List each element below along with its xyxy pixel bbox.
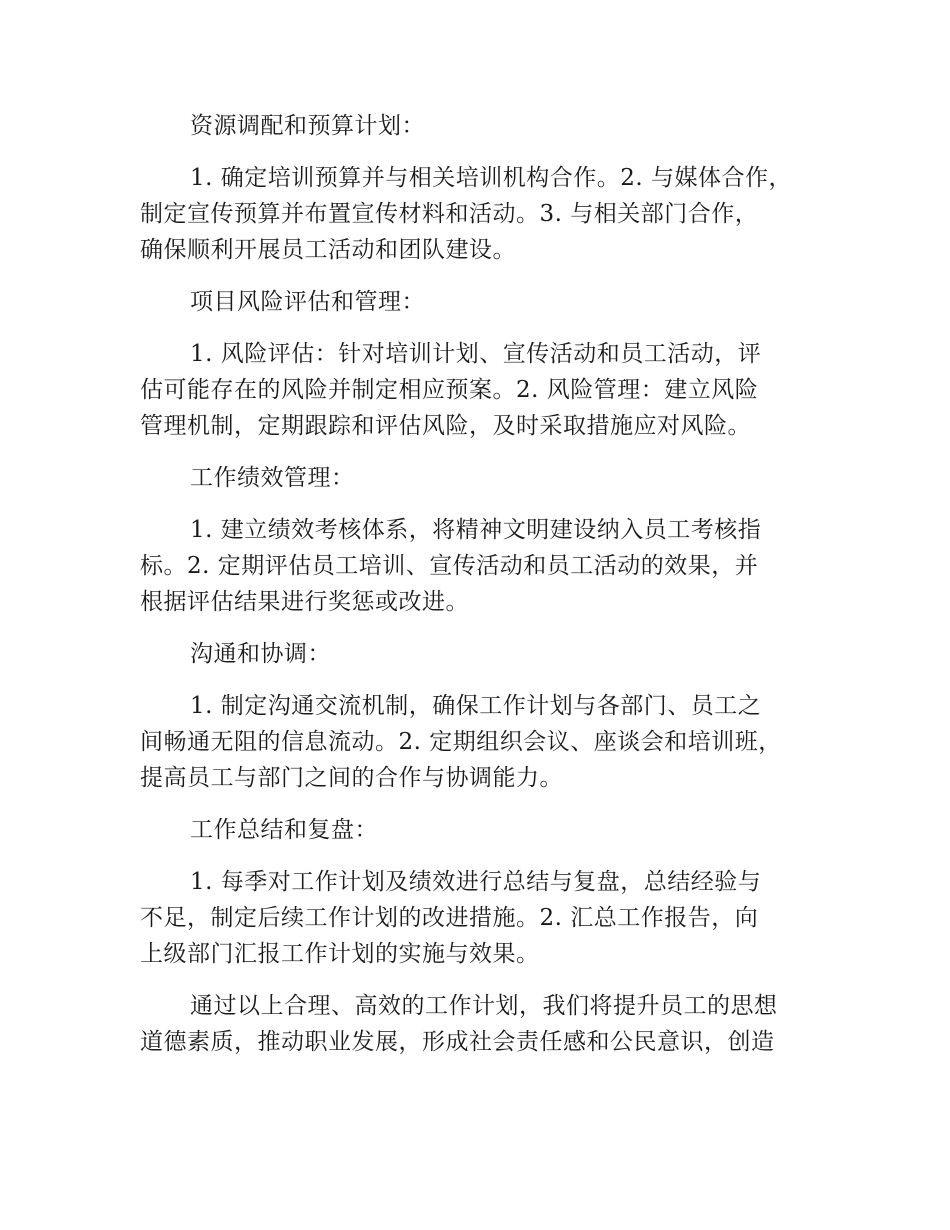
section-heading-resources: 资源调配和预算计划： — [190, 113, 425, 139]
section-heading-communication: 沟通和协调： — [190, 641, 331, 667]
section-body-summary: 1. 每季对工作计划及绩效进行总结与复盘，总结经验与 不足，制定后续工作计划的改进措施。2. 汇总工作报告，向 上级部门汇报工作计划的实施与效果。 — [140, 869, 762, 967]
section-body-risk: 1. 风险评估：针对培训计划、宣传活动和员工活动，评 估可能存在的风险并制定相应预案。2. 风险管理：建立风险 管理机制，定期跟踪和评估风险，及时采取措施应对风险。 — [140, 341, 762, 439]
section-heading-performance: 工作绩效管理： — [190, 465, 355, 491]
section-body-communication: 1. 制定沟通交流机制，确保工作计划与各部门、员工之 间畅通无阻的信息流动。2. 定期组织会议、座谈会和培训班， 提高员工与部门之间的合作与协调能力。 — [140, 693, 782, 791]
closing-paragraph: 通过以上合理、高效的工作计划，我们将提升员工的思想 道德素质，推动职业发展，形成社会责任感和公民意识，创造 — [140, 993, 778, 1055]
document-body — [140, 108, 830, 1060]
section-body-resources: 1. 确定培训预算并与相关培训机构合作。2. 与媒体合作， 制定宣传预算并布置宣传材料和活动。3. 与相关部门合作， 确保顺利开展员工活动和团队建设。 — [140, 165, 793, 263]
section-heading-risk: 项目风险评估和管理： — [190, 289, 425, 315]
section-body-performance: 1. 建立绩效考核体系，将精神文明建设纳入员工考核指 标。2. 定期评估员工培训、宣传活动和员工活动的效果，并 根据评估结果进行奖惩或改进。 — [140, 517, 762, 615]
section-heading-summary: 工作总结和复盘： — [190, 817, 378, 843]
